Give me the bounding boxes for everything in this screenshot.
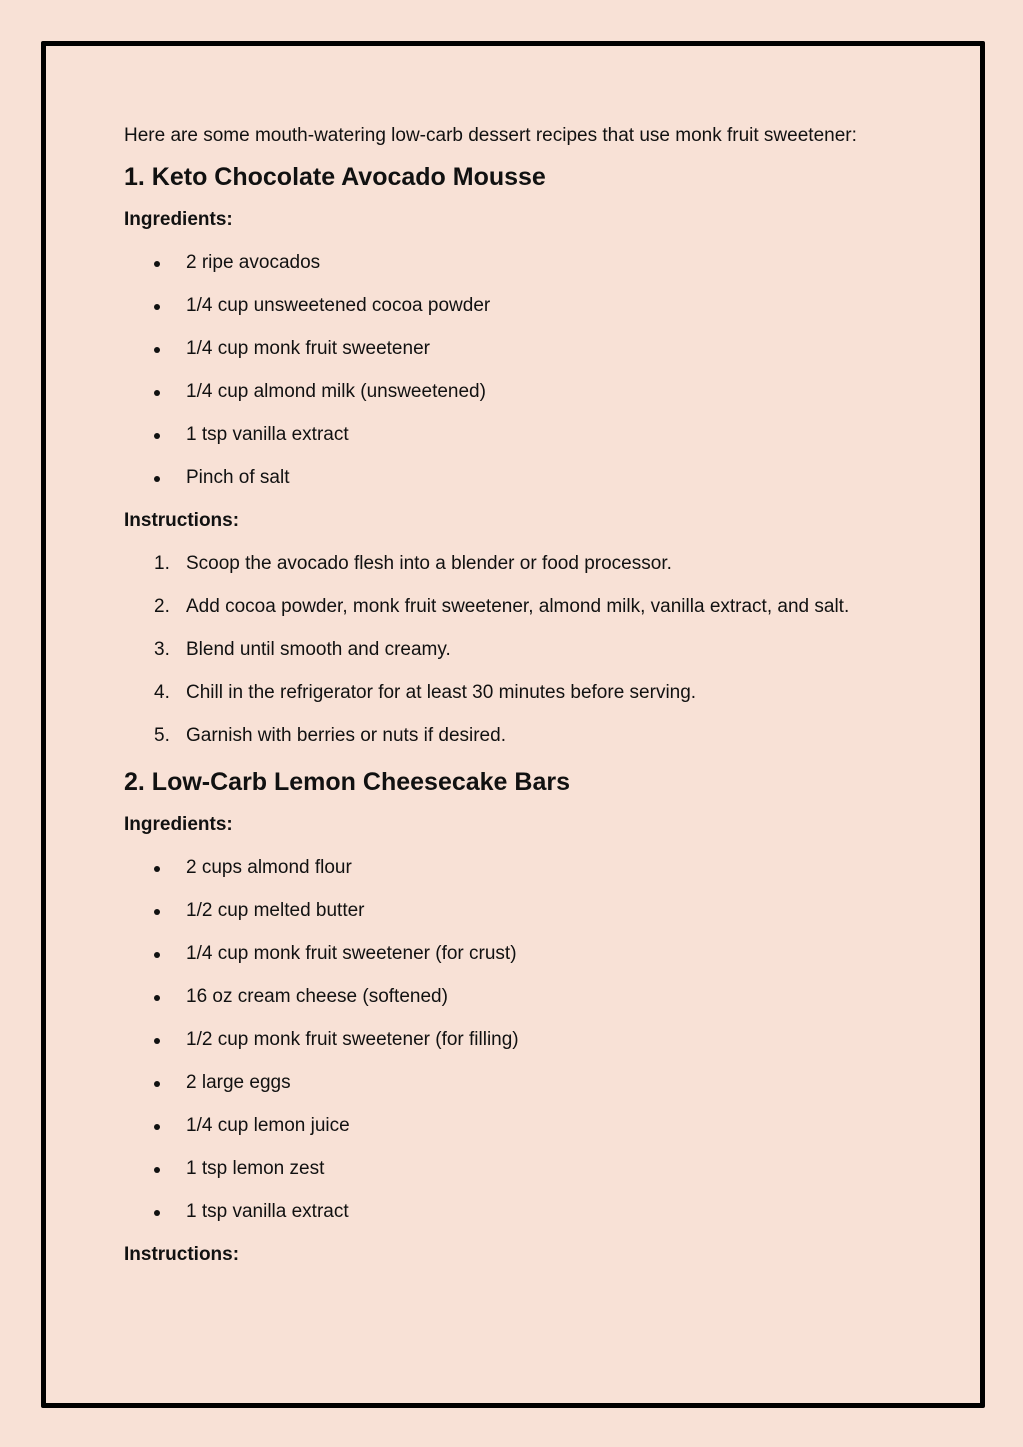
list-item: 1/4 cup monk fruit sweetener (for crust) xyxy=(124,941,924,967)
document-content xyxy=(124,123,924,1285)
step-number: 4. xyxy=(154,682,170,703)
list-item: 1/2 cup melted butter xyxy=(124,898,924,924)
recipe-1-ingredients-list xyxy=(124,250,924,491)
intro-text: Here are some mouth-watering low-carb dessert recipes that use monk fruit sweetener: xyxy=(124,125,857,146)
recipe-1 xyxy=(124,161,924,749)
recipe-1-ingredients-label: Ingredients: xyxy=(124,209,233,230)
step-number: 3. xyxy=(154,639,170,660)
bullet-icon xyxy=(154,995,160,1001)
list-item: 1 tsp vanilla extract xyxy=(124,422,924,448)
step-number: 5. xyxy=(154,725,170,746)
list-item: 1/4 cup almond milk (unsweetened) xyxy=(124,379,924,405)
recipe-1-title: 1. Keto Chocolate Avocado Mousse xyxy=(124,163,546,191)
list-item: 2. Add cocoa powder, monk fruit sweetener, almond milk, vanilla extract, and salt. xyxy=(124,594,924,620)
bullet-icon xyxy=(154,347,160,353)
list-item: 3. Blend until smooth and creamy. xyxy=(124,637,924,663)
bullet-icon xyxy=(154,304,160,310)
bullet-icon xyxy=(154,909,160,915)
bullet-icon xyxy=(154,1038,160,1044)
bullet-icon xyxy=(154,433,160,439)
list-item: 2 ripe avocados xyxy=(124,250,924,276)
list-item: 1 tsp lemon zest xyxy=(124,1156,924,1182)
list-item: 1/4 cup unsweetened cocoa powder xyxy=(124,293,924,319)
bullet-icon xyxy=(154,476,160,482)
bullet-icon xyxy=(154,1124,160,1130)
recipe-2-title: 2. Low-Carb Lemon Cheesecake Bars xyxy=(124,768,570,796)
bullet-icon xyxy=(154,866,160,872)
recipe-2 xyxy=(124,766,924,1268)
bullet-icon xyxy=(154,261,160,267)
list-item: 16 oz cream cheese (softened) xyxy=(124,984,924,1010)
bullet-icon xyxy=(154,952,160,958)
list-item: 5. Garnish with berries or nuts if desired. xyxy=(124,723,924,749)
bullet-icon xyxy=(154,390,160,396)
list-item: 1/4 cup lemon juice xyxy=(124,1113,924,1139)
list-item: 1/2 cup monk fruit sweetener (for filling) xyxy=(124,1027,924,1053)
step-number: 2. xyxy=(154,596,170,617)
bullet-icon xyxy=(154,1081,160,1087)
list-item: 1/4 cup monk fruit sweetener xyxy=(124,336,924,362)
recipe-2-instructions-label: Instructions: xyxy=(124,1244,240,1265)
step-number: 1. xyxy=(154,553,170,574)
list-item: 2 large eggs xyxy=(124,1070,924,1096)
recipe-1-instructions-label: Instructions: xyxy=(124,510,240,531)
list-item: Pinch of salt xyxy=(124,465,924,491)
bullet-icon xyxy=(154,1167,160,1173)
list-item: 1 tsp vanilla extract xyxy=(124,1199,924,1225)
list-item: 1. Scoop the avocado flesh into a blender or food processor. xyxy=(124,551,924,577)
recipe-2-ingredients-label: Ingredients: xyxy=(124,814,233,835)
recipe-1-instructions-list xyxy=(124,551,924,749)
list-item: 2 cups almond flour xyxy=(124,855,924,881)
recipe-2-ingredients-list xyxy=(124,855,924,1225)
bullet-icon xyxy=(154,1210,160,1216)
list-item: 4. Chill in the refrigerator for at least 30 minutes before serving. xyxy=(124,680,924,706)
